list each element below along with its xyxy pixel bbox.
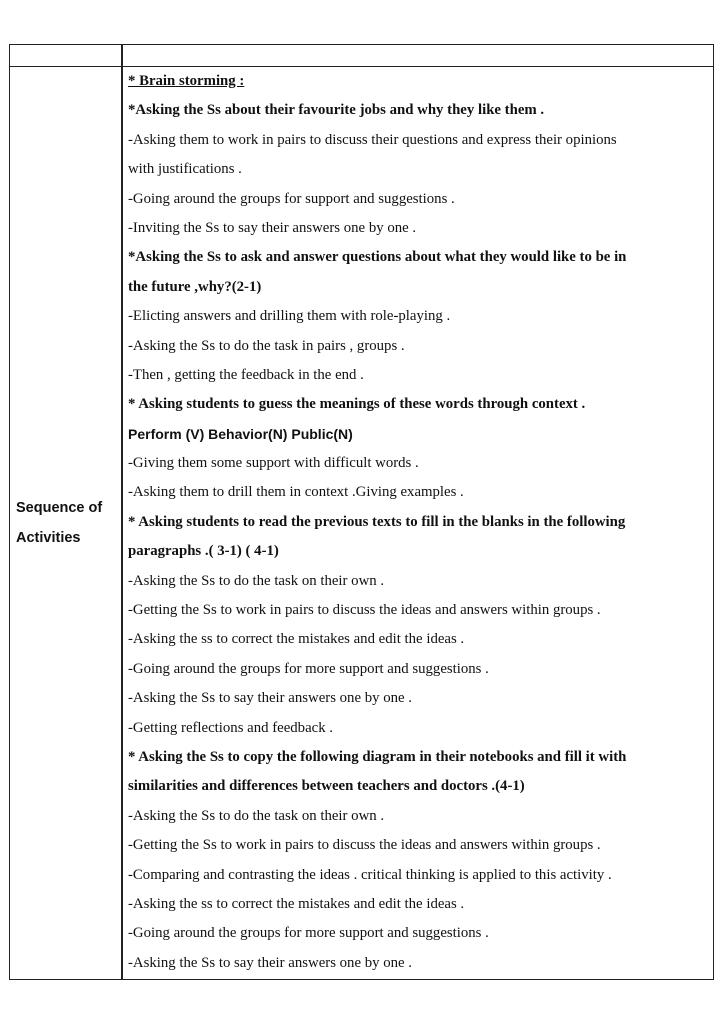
activity-line: -Asking the ss to correct the mistakes and edit the ideas .	[128, 895, 465, 912]
activity-line: * Brain storming :	[128, 73, 245, 89]
activity-line: -Asking the Ss to do the task in pairs , groups .	[128, 337, 405, 354]
activity-line: the future ,why?(2-1)	[128, 278, 262, 295]
activity-line: * Asking students to guess the meanings of these words through context .	[128, 396, 586, 413]
activity-line: -Asking the Ss to do the task on their own .	[128, 572, 385, 589]
activity-line: -Getting the Ss to work in pairs to discuss the ideas and answers within groups .	[128, 602, 601, 619]
activity-line: -Elicting answers and drilling them with role-playing .	[128, 308, 451, 325]
activity-line: -Then , getting the feedback in the end .	[128, 366, 364, 383]
row-label-line-1: Sequence of	[16, 500, 103, 516]
activity-line: -Inviting the Ss to say their answers one by one .	[128, 219, 417, 236]
column-divider	[121, 45, 123, 979]
activities-content-cell	[128, 67, 710, 978]
activity-line: Perform (V) Behavior(N) Public(N)	[128, 425, 353, 442]
activity-line: -Asking the Ss to do the task on their own .	[128, 807, 385, 824]
activity-line: -Going around the groups for more support and suggestions .	[128, 925, 489, 942]
activity-line: -Asking the ss to correct the mistakes and edit the ideas .	[128, 631, 465, 648]
activity-line: * Asking the Ss to copy the following diagram in their notebooks and fill it with	[128, 748, 627, 765]
activity-line: * Asking students to read the previous texts to fill in the blanks in the following	[128, 513, 626, 530]
lesson-plan-table	[9, 44, 714, 980]
row-label-cell	[10, 67, 121, 979]
activity-line: -Asking them to work in pairs to discuss their questions and express their opinions	[128, 131, 617, 148]
activity-line: -Comparing and contrasting the ideas . critical thinking is applied to this activity .	[128, 866, 612, 883]
activity-line: *Asking the Ss to ask and answer questions about what they would like to be in	[128, 249, 627, 266]
table-header-row	[10, 45, 713, 67]
activity-line: -Going around the groups for support and suggestions .	[128, 190, 455, 207]
activity-line: -Getting the Ss to work in pairs to discuss the ideas and answers within groups .	[128, 837, 601, 854]
activity-line: *Asking the Ss about their favourite jobs and why they like them .	[128, 102, 545, 119]
activity-line: -Asking the Ss to say their answers one by one .	[128, 954, 412, 971]
activity-line: similarities and differences between teachers and doctors .(4-1)	[128, 778, 525, 795]
activity-line: -Asking the Ss to say their answers one by one .	[128, 690, 412, 707]
activity-line: -Asking them to drill them in context .Giving examples .	[128, 484, 464, 501]
activity-line: -Going around the groups for more support and suggestions .	[128, 660, 489, 677]
activity-line: -Giving them some support with difficult words .	[128, 455, 419, 472]
activity-line: with justifications .	[128, 161, 242, 178]
activity-line: paragraphs .( 3-1) ( 4-1)	[128, 543, 279, 560]
row-label-line-2: Activities	[16, 530, 81, 546]
activity-line: -Getting reflections and feedback .	[128, 719, 334, 736]
